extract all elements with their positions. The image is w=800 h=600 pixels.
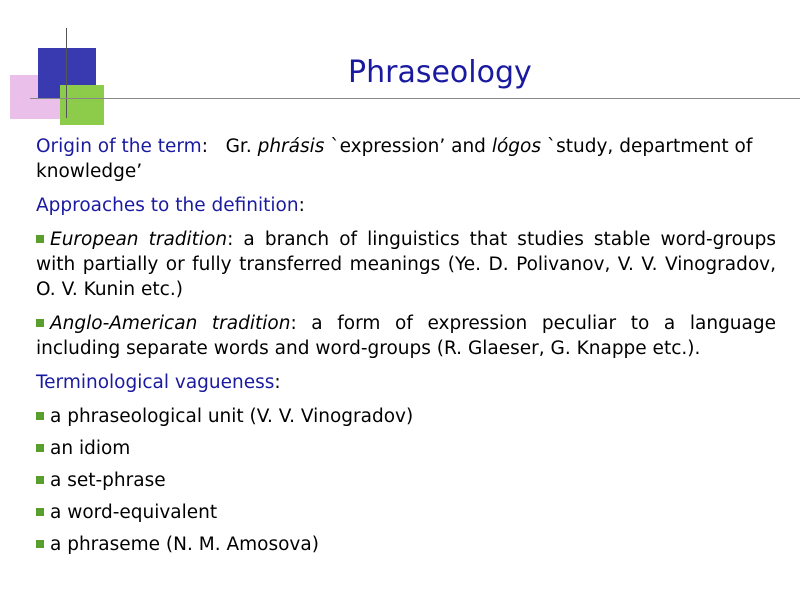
list-item [36, 500, 776, 525]
anglo-american-tradition-item [36, 311, 776, 361]
vagueness-colon: : [274, 372, 281, 393]
origin-gr: Gr. [225, 136, 252, 157]
vertical-rule [66, 28, 67, 118]
origin-word-phrasis: phrásis [257, 136, 325, 157]
origin-label: Origin of the term [36, 136, 202, 157]
square-bullet-icon [36, 508, 44, 516]
vagueness-heading [36, 370, 776, 395]
origin-gloss-study: `study, department of knowledge’ [36, 136, 753, 182]
european-tradition-item [36, 227, 776, 302]
slide-title: Phraseology [348, 55, 532, 90]
slide-body [36, 134, 776, 564]
list-item-text: a set-phrase [50, 470, 166, 491]
origin-gloss-expression: `expression’ and [330, 136, 486, 157]
european-tradition-term: European tradition [50, 229, 228, 250]
list-item-text: a phraseme (N. M. Amosova) [50, 534, 319, 555]
square-bullet-icon [36, 319, 44, 327]
square-bullet-icon [36, 476, 44, 484]
anglo-american-tradition-term: Anglo-American tradition [50, 313, 291, 334]
square-bullet-icon [36, 444, 44, 452]
list-item [36, 436, 776, 461]
origin-colon: : [201, 136, 208, 157]
list-item-text: an idiom [50, 438, 131, 459]
approaches-label: Approaches to the definition [36, 195, 299, 216]
list-item-text: a word-equivalent [50, 502, 218, 523]
title-underline-rule [30, 98, 800, 99]
square-bullet-icon [36, 540, 44, 548]
anglo-american-tradition-text: : a form of expression peculiar to a language including separate words and word-groups (R. Glaeser, G. Knappe etc.). [36, 313, 776, 359]
list-item [36, 468, 776, 493]
vagueness-label: Terminological vagueness [36, 372, 275, 393]
list-item [36, 404, 776, 429]
square-bullet-icon [36, 235, 44, 243]
list-item-text: a phraseological unit (V. V. Vinogradov) [50, 406, 414, 427]
european-tradition-text: : a branch of linguistics that studies stable word-groups with partially or fully transferred meanings (Ye. D. Polivanov, V. V. Vinogradov, O. V. Kunin etc.) [36, 229, 776, 300]
origin-paragraph [36, 134, 776, 184]
list-item [36, 532, 776, 557]
origin-word-logos: lógos [491, 136, 541, 157]
approaches-heading [36, 193, 776, 218]
square-bullet-icon [36, 412, 44, 420]
approaches-colon: : [298, 195, 305, 216]
